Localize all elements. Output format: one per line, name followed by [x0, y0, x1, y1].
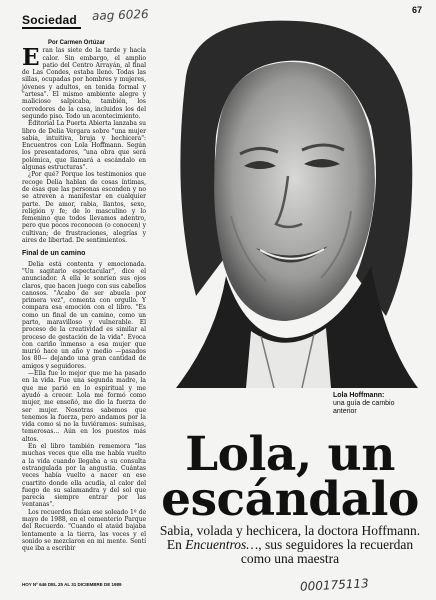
handwritten-reference: aag 6026: [91, 7, 149, 23]
article-paragraph: —Ella fue lo mejor que me ha pasado en la vida. Fue una segunda madre, la que me parió en lo espiritual y me ayudó a crecer. Lola me formó como mujer, me enseñó, me dio la fuerza de ser mujer. Nosotras sabemos que tenemos la fuerza, pero andamos por la vida como si no la tuviéramos: sumisas, temerosas... Aún en los puestos más altos.: [22, 370, 146, 443]
portrait-illustration: [156, 16, 418, 388]
article-paragraph: ¿Por qué? Porque los testimonios que recoge Delia hablan de cosas íntimas, de ésas que las personas esconden y no se atreven a manifestar en cualquier parte. De amor, rabia, llantos, sexo, religión y fe; de lo masculino y lo femenino que todos llevamos adentro, pero que pocos reconocen (o conocen) y cultivan; de frustraciones, alegrías y aires de libertad. De sentimientos.: [22, 171, 146, 245]
headline-line-2: escándalo: [161, 472, 419, 527]
caption-name: Lola Hoffmann:: [333, 392, 385, 399]
article-paragraph: Los recuerdos fluían ese soleado 1º de mayo de 1988, en el cementerio Parque del Recuerdo. "Cuando el ataúd bajaba lentamente a la tierra, las voces y el sonido se mezclaron en mi mente. Sentí que iba a escribir: [22, 508, 146, 553]
page-number: 67: [411, 5, 422, 15]
headline-line-1: Lola, un: [185, 427, 395, 482]
article-paragraph: Editorial La Puerta Abierta lanzaba su libro de Delia Vergara sobre "una mujer sabia, intuitiva, bruja y hechicera": Encuentros con Lola Hoffmann. Según los presentadores, "una obra que será polémica, que llamará a escándalo en algunas estructuras".: [22, 120, 146, 172]
photo-caption: [333, 392, 413, 416]
article-deck: [152, 524, 428, 566]
byline: Por Carmen Ortúzar: [48, 40, 106, 46]
article-paragraph: Delia está contenta y emocionada. "Un sagitario espectacular", dice el anunciador. A ella le sonríen sus ojos claros, que hacen juego con sus cabellos canosos. "Acabo de ser abuela por primera vez", comenta con orgullo. Y compara esa emoción con el libro. "Es como un final de un camino, como un parto, maravilloso y vulnerable. El proceso de la creatividad es similar al proceso de gestación de la vida". Evoca con cariño inmenso a esa mujer que murió hace un año y medio —pasados los 80— dejando una gran cantidad de amigos y seguidores.: [22, 260, 146, 370]
section-label: Sociedad: [22, 13, 77, 27]
article-paragraph: En el libro también rememora "las muchas veces que ella me había vuelto a la vida cuando llegaba a su consulta estrangulada por la angustia. Cuántas veces había vuelto a nacer en ese cuartito donde ella acudía, al calor del fuego de su salamandra y del sol que parecía siempre entrar por las ventanas".: [22, 443, 146, 509]
drop-cap: E: [22, 44, 40, 72]
handwritten-code: 000175113: [299, 576, 370, 594]
issue-footer: HOY Nº 646 DEL 25 AL 31 DICIEMBRE DE 1989: [22, 582, 122, 587]
article-paragraph: Eran las siete de la tarde y hacía calor. Sin embargo, el amplio patio del Centro Arrayán, al final de Las Condes, estaba lleno. Todas las sillas, ocupadas por hombres y mujeres, jóvenes y adultos, en tenida formal y "artesa". El mismo ambiente alegre y malicioso salpicaba, también, los corredores de la casa, incluidos los del segundo piso. Todo un acontecimiento.: [22, 44, 146, 120]
article-subheading: Final de un camino: [22, 250, 86, 258]
deck-text-end: , sus seguidores la recuerdan como una maestra: [240, 537, 414, 566]
caption-text: una guía de cambio anterior: [333, 400, 395, 415]
headline: [155, 427, 425, 527]
portrait-photo: [156, 16, 418, 388]
article-column: [22, 40, 146, 552]
deck-italic: Encuentros…: [185, 537, 259, 552]
deck-text: Sabia, volada y hechicera, la doctora Hoffmann. En: [159, 523, 421, 552]
